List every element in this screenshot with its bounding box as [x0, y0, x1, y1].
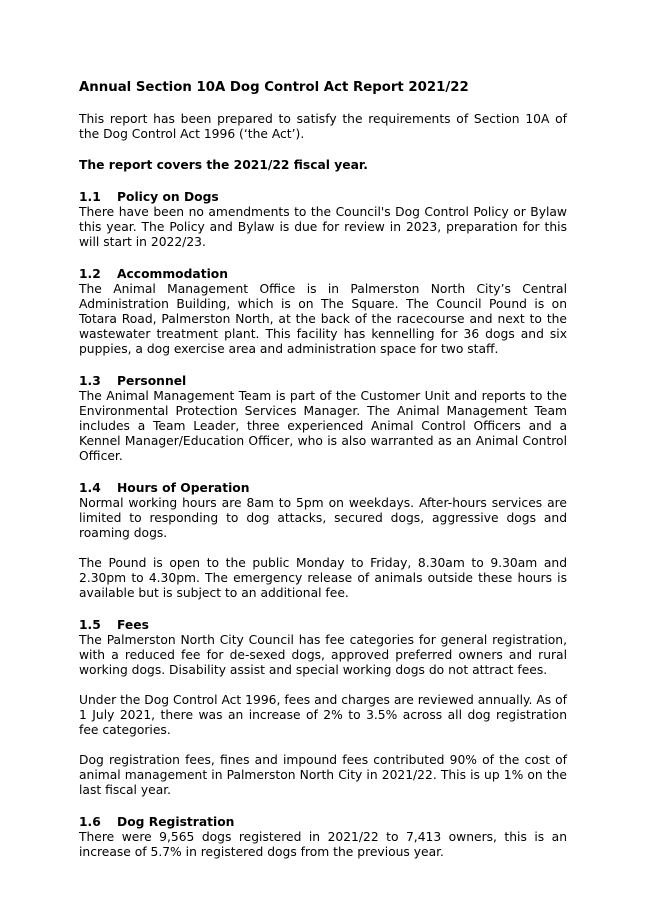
section-paragraph: The Animal Management Office is in Palmerston North City’s Central Administration Building, which is on The Square. The Council Pound is on Totara Road, Palmerston North, at the back of the racecourse and next to the wastewater treatment plant. This facility has kennelling for 36 dogs and six puppies, a dog exercise area and administration space for two staff. [79, 282, 567, 356]
section-paragraph: There have been no amendments to the Council's Dog Control Policy or Bylaw this year. The Policy and Bylaw is due for review in 2023, preparation for this will start in 2022/23. [79, 205, 567, 249]
section-hours-of-operation [79, 481, 567, 601]
section-title: Dog Registration [117, 815, 235, 829]
section-heading [79, 815, 567, 830]
section-paragraph: Under the Dog Control Act 1996, fees and charges are reviewed annually. As of 1 July 2021, there was an increase of 2% to 3.5% across all dog registration fee categories. [79, 693, 567, 737]
section-number: 1.1 [79, 190, 101, 204]
section-heading [79, 267, 567, 282]
section-number: 1.4 [79, 481, 101, 495]
section-title: Personnel [117, 374, 187, 388]
section-number: 1.2 [79, 267, 101, 281]
section-accommodation [79, 267, 567, 357]
section-heading [79, 618, 567, 633]
scope-statement: The report covers the 2021/22 fiscal year. [79, 158, 368, 172]
section-policy-on-dogs [79, 190, 567, 250]
section-paragraph: The Palmerston North City Council has fee categories for general registration, with a reduced fee for de-sexed dogs, approved preferred owners and rural working dogs. Disability assist and special working dogs do not attract fees. [79, 633, 567, 677]
section-fees [79, 618, 567, 798]
section-personnel [79, 374, 567, 464]
section-paragraph: The Animal Management Team is part of the Customer Unit and reports to the Environmental Protection Services Manager. The Animal Management Team includes a Team Leader, three experienced Animal Control Officers and a Kennel Manager/Education Officer, who is also warranted as an Animal Control Officer. [79, 389, 567, 463]
section-title: Policy on Dogs [117, 190, 219, 204]
section-paragraph: The Pound is open to the public Monday to Friday, 8.30am to 9.30am and 2.30pm to 4.30pm. The emergency release of animals outside these hours is available but is subject to an additional fee. [79, 556, 567, 600]
section-title: Accommodation [117, 267, 229, 281]
intro-paragraph: This report has been prepared to satisfy the requirements of Section 10A of the Dog Control Act 1996 (‘the Act’). [79, 112, 567, 141]
section-title: Fees [117, 618, 149, 632]
section-paragraph: Dog registration fees, fines and impound fees contributed 90% of the cost of animal management in Palmerston North City in 2021/22. This is up 1% on the last fiscal year. [79, 753, 567, 797]
section-heading [79, 190, 567, 205]
document-title: Annual Section 10A Dog Control Act Report 2021/22 [79, 80, 469, 95]
section-number: 1.6 [79, 815, 101, 829]
section-paragraph: There were 9,565 dogs registered in 2021/22 to 7,413 owners, this is an increase of 5.7% in registered dogs from the previous year. [79, 830, 567, 859]
section-title: Hours of Operation [117, 481, 250, 495]
section-heading [79, 374, 567, 389]
section-dog-registration [79, 815, 567, 860]
section-number: 1.5 [79, 618, 101, 632]
section-number: 1.3 [79, 374, 101, 388]
section-heading [79, 481, 567, 496]
section-paragraph: Normal working hours are 8am to 5pm on weekdays. After-hours services are limited to responding to dog attacks, secured dogs, aggressive dogs and roaming dogs. [79, 496, 567, 540]
